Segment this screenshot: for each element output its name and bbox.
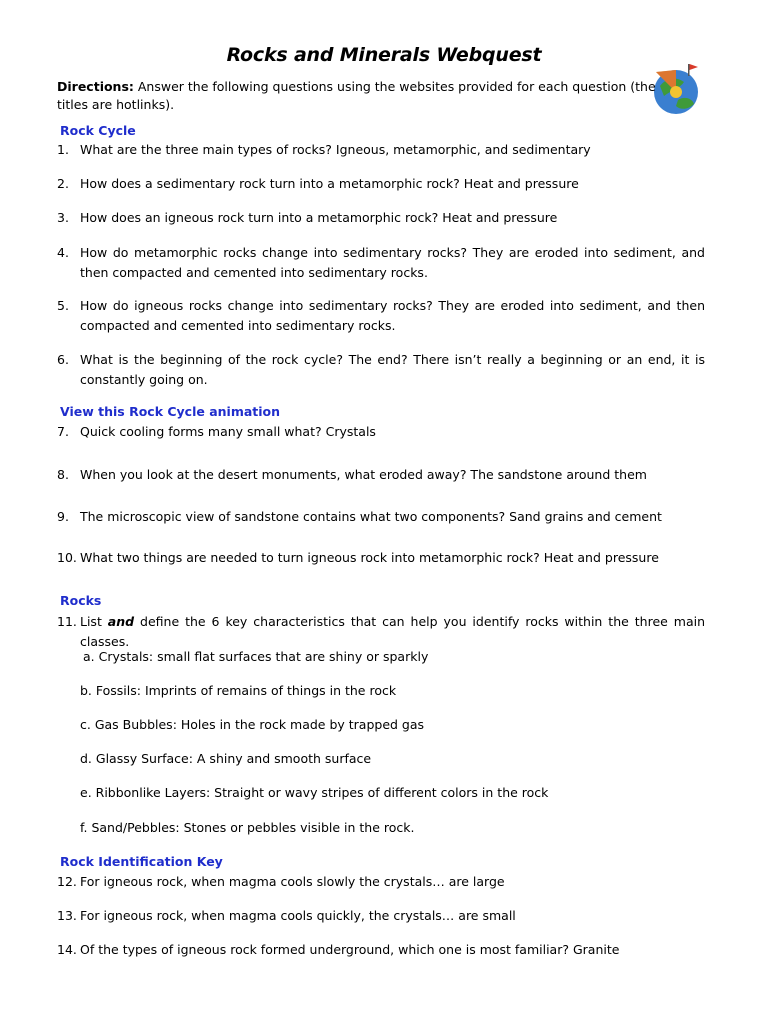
question-10: 10. What two things are needed to turn igneous rock into metamorphic rock? Heat and pressure <box>57 550 659 565</box>
link-rocks[interactable]: Rocks <box>60 593 102 608</box>
question-5: 5. How do igneous rocks change into sedimentary rocks? They are eroded into sediment, and then compacted and cemented into sedimentary rocks. <box>57 298 705 333</box>
question-11: 11. List and define the 6 key characteristics that can help you identify rocks within the three main classes. <box>57 614 705 649</box>
link-rock-identification-key[interactable]: Rock Identification Key <box>60 854 223 869</box>
directions-text: Answer the following questions using the websites provided for each question (the titles are hotlinks). <box>57 79 656 112</box>
question-12: 12. For igneous rock, when magma cools slowly the crystals… are large <box>57 874 505 889</box>
question-2: 2. How does a sedimentary rock turn into a metamorphic rock? Heat and pressure <box>57 176 579 191</box>
directions-label: Directions: <box>57 79 134 94</box>
question-3: 3. How does an igneous rock turn into a metamorphic rock? Heat and pressure <box>57 210 558 225</box>
question-6: 6. What is the beginning of the rock cycle? The end? There isn’t really a beginning or an end, it is constantly going on. <box>57 352 705 387</box>
characteristic-crystals: a. Crystals: small flat surfaces that are shiny or sparkly <box>83 649 429 664</box>
characteristic-ribbonlike-layers: e. Ribbonlike Layers: Straight or wavy stripes of different colors in the rock <box>80 785 549 800</box>
link-rock-cycle[interactable]: Rock Cycle <box>60 123 136 138</box>
characteristic-fossils: b. Fossils: Imprints of remains of things in the rock <box>80 683 397 698</box>
question-14: 14. Of the types of igneous rock formed underground, which one is most familiar? Granite <box>57 942 620 957</box>
question-9: 9. The microscopic view of sandstone contains what two components? Sand grains and cement <box>57 509 662 524</box>
page-title: Rocks and Minerals Webquest <box>226 44 542 66</box>
question-8: 8. When you look at the desert monuments, what eroded away? The sandstone around them <box>57 467 647 482</box>
characteristic-sand-pebbles: f. Sand/Pebbles: Stones or pebbles visible in the rock. <box>80 820 415 835</box>
question-4: 4. How do metamorphic rocks change into sedimentary rocks? They are eroded into sediment, and then compacted and cemented into sedimentary rocks. <box>57 245 705 280</box>
question-7: 7. Quick cooling forms many small what? Crystals <box>57 424 376 439</box>
link-rock-cycle-animation[interactable]: View this Rock Cycle animation <box>60 404 281 419</box>
question-13: 13. For igneous rock, when magma cools quickly, the crystals… are small <box>57 908 516 923</box>
characteristic-glassy-surface: d. Glassy Surface: A shiny and smooth surface <box>80 751 372 766</box>
question-1: 1. What are the three main types of rocks? Igneous, metamorphic, and sedimentary <box>57 142 591 157</box>
directions <box>57 78 657 114</box>
characteristic-gas-bubbles: c. Gas Bubbles: Holes in the rock made by trapped gas <box>80 717 425 732</box>
